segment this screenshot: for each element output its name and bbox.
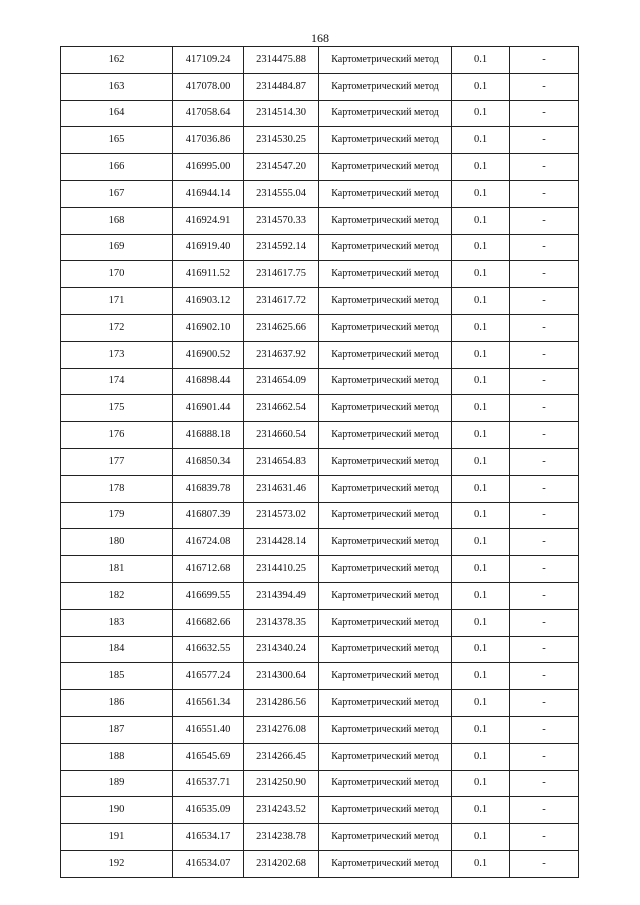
- y-coordinate-cell: 2314410.25: [244, 556, 319, 583]
- x-coordinate-cell: 416535.09: [173, 797, 244, 824]
- method-cell: Картометрический метод: [319, 207, 452, 234]
- table-row: [61, 529, 579, 556]
- description-cell: -: [510, 180, 579, 207]
- accuracy-cell: 0.1: [452, 502, 510, 529]
- description-cell: -: [510, 288, 579, 315]
- table-row: [61, 850, 579, 877]
- y-coordinate-cell: 2314428.14: [244, 529, 319, 556]
- method-cell: Картометрический метод: [319, 234, 452, 261]
- point-number-cell: 181: [61, 556, 173, 583]
- point-number-cell: 178: [61, 475, 173, 502]
- description-cell: -: [510, 368, 579, 395]
- accuracy-cell: 0.1: [452, 716, 510, 743]
- y-coordinate-cell: 2314573.02: [244, 502, 319, 529]
- y-coordinate-cell: 2314394.49: [244, 582, 319, 609]
- accuracy-cell: 0.1: [452, 690, 510, 717]
- description-cell: -: [510, 127, 579, 154]
- x-coordinate-cell: 416898.44: [173, 368, 244, 395]
- method-cell: Картометрический метод: [319, 73, 452, 100]
- point-number-cell: 177: [61, 448, 173, 475]
- table-row: [61, 261, 579, 288]
- x-coordinate-cell: 416911.52: [173, 261, 244, 288]
- description-cell: -: [510, 314, 579, 341]
- method-cell: Картометрический метод: [319, 636, 452, 663]
- method-cell: Картометрический метод: [319, 395, 452, 422]
- accuracy-cell: 0.1: [452, 797, 510, 824]
- point-number-cell: 190: [61, 797, 173, 824]
- point-number-cell: 176: [61, 422, 173, 449]
- table-row: [61, 395, 579, 422]
- accuracy-cell: 0.1: [452, 824, 510, 851]
- accuracy-cell: 0.1: [452, 770, 510, 797]
- x-coordinate-cell: 417078.00: [173, 73, 244, 100]
- y-coordinate-cell: 2314286.56: [244, 690, 319, 717]
- method-cell: Картометрический метод: [319, 582, 452, 609]
- accuracy-cell: 0.1: [452, 261, 510, 288]
- x-coordinate-cell: 416682.66: [173, 609, 244, 636]
- accuracy-cell: 0.1: [452, 180, 510, 207]
- description-cell: -: [510, 743, 579, 770]
- table-row: [61, 207, 579, 234]
- accuracy-cell: 0.1: [452, 154, 510, 181]
- description-cell: -: [510, 824, 579, 851]
- description-cell: -: [510, 73, 579, 100]
- description-cell: -: [510, 234, 579, 261]
- y-coordinate-cell: 2314266.45: [244, 743, 319, 770]
- x-coordinate-cell: 416537.71: [173, 770, 244, 797]
- method-cell: Картометрический метод: [319, 850, 452, 877]
- table-row: [61, 663, 579, 690]
- table-row: [61, 502, 579, 529]
- method-cell: Картометрический метод: [319, 47, 452, 74]
- accuracy-cell: 0.1: [452, 288, 510, 315]
- method-cell: Картометрический метод: [319, 448, 452, 475]
- method-cell: Картометрический метод: [319, 288, 452, 315]
- y-coordinate-cell: 2314514.30: [244, 100, 319, 127]
- x-coordinate-cell: 416577.24: [173, 663, 244, 690]
- description-cell: -: [510, 261, 579, 288]
- table-row: [61, 556, 579, 583]
- description-cell: -: [510, 582, 579, 609]
- description-cell: -: [510, 475, 579, 502]
- accuracy-cell: 0.1: [452, 475, 510, 502]
- method-cell: Картометрический метод: [319, 127, 452, 154]
- table-row: [61, 716, 579, 743]
- y-coordinate-cell: 2314654.83: [244, 448, 319, 475]
- y-coordinate-cell: 2314660.54: [244, 422, 319, 449]
- x-coordinate-cell: 416534.07: [173, 850, 244, 877]
- y-coordinate-cell: 2314243.52: [244, 797, 319, 824]
- point-number-cell: 169: [61, 234, 173, 261]
- description-cell: -: [510, 154, 579, 181]
- accuracy-cell: 0.1: [452, 609, 510, 636]
- method-cell: Картометрический метод: [319, 502, 452, 529]
- description-cell: -: [510, 207, 579, 234]
- description-cell: -: [510, 529, 579, 556]
- x-coordinate-cell: 416903.12: [173, 288, 244, 315]
- point-number-cell: 180: [61, 529, 173, 556]
- x-coordinate-cell: 416807.39: [173, 502, 244, 529]
- point-number-cell: 179: [61, 502, 173, 529]
- description-cell: -: [510, 341, 579, 368]
- y-coordinate-cell: 2314662.54: [244, 395, 319, 422]
- accuracy-cell: 0.1: [452, 743, 510, 770]
- table-row: [61, 234, 579, 261]
- point-number-cell: 183: [61, 609, 173, 636]
- table-row: [61, 180, 579, 207]
- description-cell: -: [510, 636, 579, 663]
- method-cell: Картометрический метод: [319, 341, 452, 368]
- x-coordinate-cell: 416902.10: [173, 314, 244, 341]
- accuracy-cell: 0.1: [452, 73, 510, 100]
- accuracy-cell: 0.1: [452, 529, 510, 556]
- method-cell: Картометрический метод: [319, 154, 452, 181]
- point-number-cell: 192: [61, 850, 173, 877]
- point-number-cell: 167: [61, 180, 173, 207]
- method-cell: Картометрический метод: [319, 556, 452, 583]
- accuracy-cell: 0.1: [452, 663, 510, 690]
- x-coordinate-cell: 416632.55: [173, 636, 244, 663]
- description-cell: -: [510, 448, 579, 475]
- table-row: [61, 127, 579, 154]
- y-coordinate-cell: 2314340.24: [244, 636, 319, 663]
- y-coordinate-cell: 2314238.78: [244, 824, 319, 851]
- method-cell: Картометрический метод: [319, 824, 452, 851]
- method-cell: Картометрический метод: [319, 180, 452, 207]
- coordinates-table: [60, 46, 579, 878]
- y-coordinate-cell: 2314484.87: [244, 73, 319, 100]
- table-row: [61, 448, 579, 475]
- table-row: [61, 797, 579, 824]
- y-coordinate-cell: 2314276.08: [244, 716, 319, 743]
- y-coordinate-cell: 2314637.92: [244, 341, 319, 368]
- description-cell: -: [510, 716, 579, 743]
- point-number-cell: 191: [61, 824, 173, 851]
- coordinates-table-body: [61, 47, 579, 878]
- accuracy-cell: 0.1: [452, 556, 510, 583]
- method-cell: Картометрический метод: [319, 314, 452, 341]
- point-number-cell: 187: [61, 716, 173, 743]
- point-number-cell: 172: [61, 314, 173, 341]
- table-row: [61, 368, 579, 395]
- point-number-cell: 175: [61, 395, 173, 422]
- point-number-cell: 186: [61, 690, 173, 717]
- accuracy-cell: 0.1: [452, 47, 510, 74]
- y-coordinate-cell: 2314617.72: [244, 288, 319, 315]
- point-number-cell: 185: [61, 663, 173, 690]
- accuracy-cell: 0.1: [452, 100, 510, 127]
- method-cell: Картометрический метод: [319, 261, 452, 288]
- x-coordinate-cell: 416995.00: [173, 154, 244, 181]
- x-coordinate-cell: 417036.86: [173, 127, 244, 154]
- table-row: [61, 770, 579, 797]
- x-coordinate-cell: 416888.18: [173, 422, 244, 449]
- method-cell: Картометрический метод: [319, 368, 452, 395]
- y-coordinate-cell: 2314250.90: [244, 770, 319, 797]
- x-coordinate-cell: 416712.68: [173, 556, 244, 583]
- table-row: [61, 154, 579, 181]
- description-cell: -: [510, 556, 579, 583]
- point-number-cell: 184: [61, 636, 173, 663]
- table-row: [61, 341, 579, 368]
- point-number-cell: 188: [61, 743, 173, 770]
- x-coordinate-cell: 416534.17: [173, 824, 244, 851]
- y-coordinate-cell: 2314300.64: [244, 663, 319, 690]
- x-coordinate-cell: 416551.40: [173, 716, 244, 743]
- table-row: [61, 47, 579, 74]
- accuracy-cell: 0.1: [452, 422, 510, 449]
- x-coordinate-cell: 416900.52: [173, 341, 244, 368]
- point-number-cell: 171: [61, 288, 173, 315]
- y-coordinate-cell: 2314475.88: [244, 47, 319, 74]
- table-row: [61, 743, 579, 770]
- accuracy-cell: 0.1: [452, 448, 510, 475]
- x-coordinate-cell: 416919.40: [173, 234, 244, 261]
- point-number-cell: 173: [61, 341, 173, 368]
- y-coordinate-cell: 2314378.35: [244, 609, 319, 636]
- table-row: [61, 690, 579, 717]
- x-coordinate-cell: 416724.08: [173, 529, 244, 556]
- y-coordinate-cell: 2314617.75: [244, 261, 319, 288]
- accuracy-cell: 0.1: [452, 341, 510, 368]
- description-cell: -: [510, 422, 579, 449]
- table-row: [61, 422, 579, 449]
- table-row: [61, 636, 579, 663]
- y-coordinate-cell: 2314625.66: [244, 314, 319, 341]
- y-coordinate-cell: 2314654.09: [244, 368, 319, 395]
- method-cell: Картометрический метод: [319, 743, 452, 770]
- point-number-cell: 170: [61, 261, 173, 288]
- description-cell: -: [510, 797, 579, 824]
- y-coordinate-cell: 2314547.20: [244, 154, 319, 181]
- x-coordinate-cell: 417109.24: [173, 47, 244, 74]
- point-number-cell: 168: [61, 207, 173, 234]
- accuracy-cell: 0.1: [452, 234, 510, 261]
- method-cell: Картометрический метод: [319, 716, 452, 743]
- description-cell: -: [510, 47, 579, 74]
- method-cell: Картометрический метод: [319, 797, 452, 824]
- page-number: 168: [311, 31, 329, 45]
- point-number-cell: 182: [61, 582, 173, 609]
- table-row: [61, 288, 579, 315]
- table-row: [61, 582, 579, 609]
- method-cell: Картометрический метод: [319, 770, 452, 797]
- y-coordinate-cell: 2314570.33: [244, 207, 319, 234]
- accuracy-cell: 0.1: [452, 314, 510, 341]
- accuracy-cell: 0.1: [452, 127, 510, 154]
- description-cell: -: [510, 609, 579, 636]
- x-coordinate-cell: 416561.34: [173, 690, 244, 717]
- y-coordinate-cell: 2314631.46: [244, 475, 319, 502]
- x-coordinate-cell: 416901.44: [173, 395, 244, 422]
- method-cell: Картометрический метод: [319, 529, 452, 556]
- accuracy-cell: 0.1: [452, 395, 510, 422]
- description-cell: -: [510, 663, 579, 690]
- description-cell: -: [510, 690, 579, 717]
- method-cell: Картометрический метод: [319, 663, 452, 690]
- point-number-cell: 189: [61, 770, 173, 797]
- table-row: [61, 73, 579, 100]
- method-cell: Картометрический метод: [319, 475, 452, 502]
- table-row: [61, 609, 579, 636]
- accuracy-cell: 0.1: [452, 850, 510, 877]
- accuracy-cell: 0.1: [452, 207, 510, 234]
- accuracy-cell: 0.1: [452, 636, 510, 663]
- description-cell: -: [510, 100, 579, 127]
- x-coordinate-cell: 416699.55: [173, 582, 244, 609]
- table-row: [61, 100, 579, 127]
- description-cell: -: [510, 850, 579, 877]
- x-coordinate-cell: 416924.91: [173, 207, 244, 234]
- point-number-cell: 166: [61, 154, 173, 181]
- y-coordinate-cell: 2314202.68: [244, 850, 319, 877]
- x-coordinate-cell: 416944.14: [173, 180, 244, 207]
- table-row: [61, 824, 579, 851]
- y-coordinate-cell: 2314555.04: [244, 180, 319, 207]
- accuracy-cell: 0.1: [452, 368, 510, 395]
- method-cell: Картометрический метод: [319, 609, 452, 636]
- point-number-cell: 174: [61, 368, 173, 395]
- method-cell: Картометрический метод: [319, 100, 452, 127]
- point-number-cell: 162: [61, 47, 173, 74]
- x-coordinate-cell: 416839.78: [173, 475, 244, 502]
- point-number-cell: 163: [61, 73, 173, 100]
- x-coordinate-cell: 417058.64: [173, 100, 244, 127]
- method-cell: Картометрический метод: [319, 422, 452, 449]
- method-cell: Картометрический метод: [319, 690, 452, 717]
- point-number-cell: 164: [61, 100, 173, 127]
- point-number-cell: 165: [61, 127, 173, 154]
- accuracy-cell: 0.1: [452, 582, 510, 609]
- table-row: [61, 475, 579, 502]
- description-cell: -: [510, 395, 579, 422]
- x-coordinate-cell: 416545.69: [173, 743, 244, 770]
- description-cell: -: [510, 502, 579, 529]
- x-coordinate-cell: 416850.34: [173, 448, 244, 475]
- y-coordinate-cell: 2314530.25: [244, 127, 319, 154]
- y-coordinate-cell: 2314592.14: [244, 234, 319, 261]
- table-row: [61, 314, 579, 341]
- description-cell: -: [510, 770, 579, 797]
